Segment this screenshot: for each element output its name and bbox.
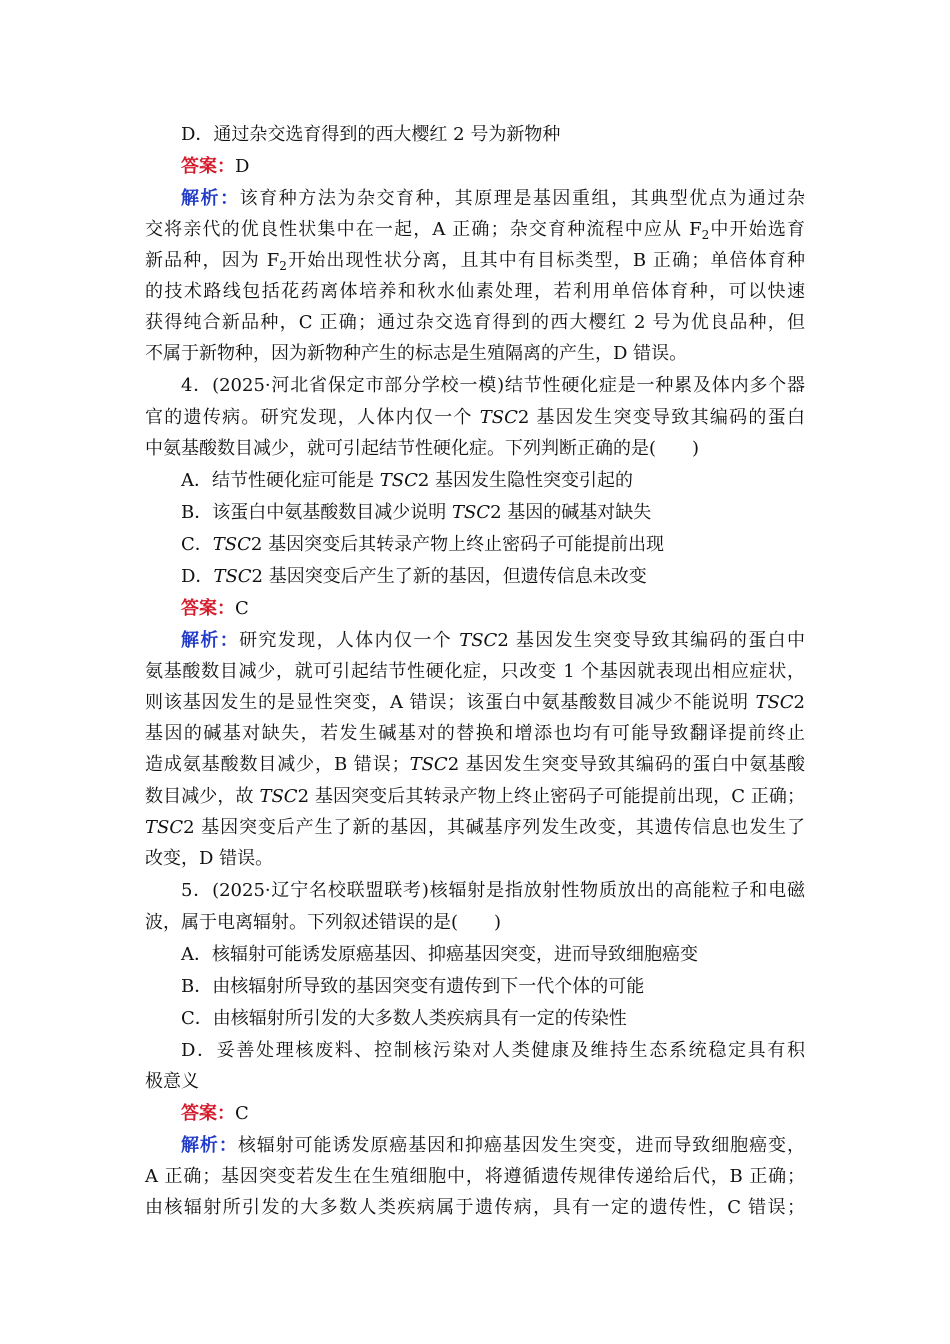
q4-option-d: D．TSC2 基因突变后产生了新的基因，但遗传信息未改变 bbox=[181, 566, 647, 587]
q5-analysis-line: A 正确；基因突变若发生在生殖细胞中，将遵循遗传规律传递给后代，B 正确； bbox=[145, 1166, 805, 1187]
q5-option-c: C．由核辐射所引发的大多数人类疾病具有一定的传染性 bbox=[181, 1008, 627, 1029]
answer-label: 答案： bbox=[181, 156, 235, 177]
q5-answer: 答案：C bbox=[181, 1103, 249, 1124]
gene-name: TSC bbox=[479, 407, 518, 428]
q3-option-d: D．通过杂交选育得到的西大樱红 2 号为新物种 bbox=[181, 124, 561, 145]
q4-analysis-line: 数目减少，故 TSC2 基因突变后其转录产物上终止密码子可能提前出现，C 正确； bbox=[145, 786, 805, 807]
q5-analysis-line: 解析：核辐射可能诱发原癌基因和抑癌基因发生突变，进而导致细胞癌变， bbox=[181, 1135, 805, 1156]
analysis-label: 解析： bbox=[181, 1135, 238, 1156]
q3-analysis-line: 不属于新物种，因为新物种产生的标志是生殖隔离的产生，D 错误。 bbox=[145, 343, 688, 364]
q5-analysis-line: 由核辐射所引发的大多数人类疾病属于遗传病，具有一定的遗传性，C 错误； bbox=[145, 1197, 805, 1218]
q4-analysis-line: 氨基酸数目减少，就可引起结节性硬化症，只改变 1 个基因就表现出相应症状， bbox=[145, 661, 805, 682]
analysis-label: 解析： bbox=[181, 630, 240, 651]
q5-option-a: A．核辐射可能诱发原癌基因、抑癌基因突变，进而导致细胞癌变 bbox=[181, 944, 698, 965]
answer-label: 答案： bbox=[181, 598, 235, 619]
q3-answer: 答案：D bbox=[181, 156, 250, 177]
q4-option-b: B．该蛋白中氨基酸数目减少说明 TSC2 基因的碱基对缺失 bbox=[181, 502, 652, 523]
q4-analysis-line: 基因的碱基对缺失，若发生碱基对的替换和增添也均有可能导致翻译提前终止 bbox=[145, 723, 805, 744]
q3-analysis-line: 的技术路线包括花药离体培养和秋水仙素处理，若利用单倍体育种，可以快速 bbox=[145, 281, 805, 302]
q4-stem-line: 官的遗传病。研究发现，人体内仅一个 TSC2 基因发生突变导致其编码的蛋白 bbox=[145, 407, 805, 428]
q5-stem-line: 5．(2025·辽宁名校联盟联考)核辐射是指放射性物质放出的高能粒子和电磁 bbox=[181, 880, 805, 901]
q5-option-d-cont: 极意义 bbox=[145, 1071, 199, 1092]
q3-analysis-line: 获得纯合新品种，C 正确；通过杂交选育得到的西大樱红 2 号为优良品种，但 bbox=[145, 312, 805, 333]
q4-stem-line: 4．(2025·河北省保定市部分学校一模)结节性硬化症是一种累及体内多个器 bbox=[181, 375, 805, 396]
q4-answer: 答案：C bbox=[181, 598, 249, 619]
q4-option-a: A．结节性硬化症可能是 TSC2 基因发生隐性突变引起的 bbox=[181, 470, 634, 491]
q4-analysis-line: 则该基因发生的是显性突变，A 错误；该蛋白中氨基酸数目减少不能说明 TSC2 bbox=[145, 692, 805, 713]
q3-analysis-line: 交将亲代的优良性状集中在一起，A 正确；杂交育种流程中应从 $F_2$中开始选育 bbox=[145, 219, 806, 242]
q3-analysis-line: 新品种，因为 $F_2$开始出现性状分离，且其中有目标类型，B 正确；单倍体育种 bbox=[145, 250, 805, 273]
q4-stem-line: 中氨基酸数目减少，就可引起结节性硬化症。下列判断正确的是( ) bbox=[145, 438, 700, 459]
q3-analysis-line: 解析：该育种方法为杂交育种，其原理是基因重组，其典型优点为通过杂 bbox=[181, 188, 806, 209]
q4-analysis-line: TSC2 基因突变后产生了新的基因，其碱基序列发生改变，其遗传信息也发生了 bbox=[145, 817, 805, 838]
q4-analysis-line: 造成氨基酸数目减少，B 错误；TSC2 基因发生突变导致其编码的蛋白中氨基酸 bbox=[145, 754, 805, 775]
answer-label: 答案： bbox=[181, 1103, 235, 1124]
q5-option-d: D．妥善处理核废料、控制核污染对人类健康及维持生态系统稳定具有积 bbox=[181, 1040, 805, 1061]
q4-analysis-line: 改变，D 错误。 bbox=[145, 848, 274, 869]
q4-option-c: C．TSC2 基因突变后其转录产物上终止密码子可能提前出现 bbox=[181, 534, 665, 555]
q5-stem-line: 波，属于电离辐射。下列叙述错误的是( ) bbox=[145, 912, 502, 933]
analysis-label: 解析： bbox=[181, 188, 240, 209]
q5-option-b: B．由核辐射所导致的基因突变有遗传到下一代个体的可能 bbox=[181, 976, 645, 997]
q4-analysis-line: 解析：研究发现，人体内仅一个 TSC2 基因发生突变导致其编码的蛋白中 bbox=[181, 630, 805, 651]
